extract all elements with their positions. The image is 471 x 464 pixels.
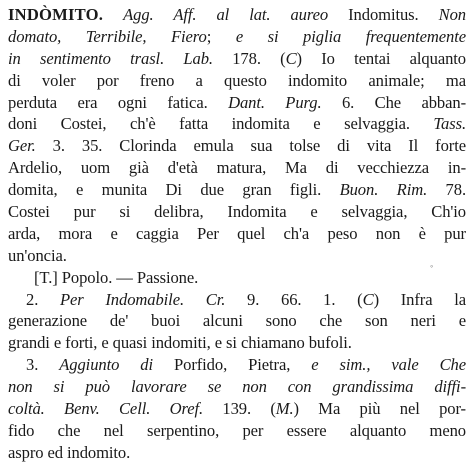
italic-segment: Buon. Rim. [339, 180, 428, 200]
sense3-line [8, 420, 466, 442]
sense2-line [8, 332, 466, 354]
italic-segment: Ger. [8, 136, 36, 156]
text-segment: doni Costei, ch'è fatta indomita e selvaggia. [8, 114, 434, 134]
text-segment: ) Io tentai alquanto [296, 48, 466, 68]
italic-segment: in sentimento trasl. Lab. [8, 48, 213, 68]
entry-body [8, 4, 467, 271]
entry-line [8, 4, 466, 26]
italic-segment: non si può lavorare se non con grandissima diffi- [8, 377, 466, 397]
text-segment: ; [206, 26, 236, 46]
text-segment: generazione de' buoi alcuni sono che son neri e [8, 311, 466, 331]
text-segment: Porfido, Pietra, [153, 355, 312, 375]
italic-segment: C [362, 289, 374, 309]
text-segment: ) Ma più nel por- [293, 399, 466, 419]
entry-line [8, 70, 466, 92]
text-segment: domita, e munita Di due gran figli. [8, 180, 340, 200]
text-segment: Ardelio, uom già d'età matura, Ma di vecchiezza in- [8, 158, 466, 178]
text-segment: 139. ( [203, 399, 276, 419]
entry-line [8, 26, 466, 48]
text-segment: di voler por freno a questo indomito animale; ma [8, 70, 466, 90]
entry-line [8, 245, 466, 271]
text-segment: 178. ( [212, 48, 286, 68]
sense3-line [8, 376, 466, 398]
entry-line [8, 223, 466, 245]
italic-segment: e sim., vale Che [311, 355, 467, 375]
italic-segment: domato, Terribile, Fiero [8, 26, 207, 46]
dictionary-entry [8, 4, 466, 464]
italic-segment: Non [438, 5, 466, 24]
entry-line [8, 48, 466, 70]
note-text: Popolo. — Passione. [57, 267, 199, 287]
text-segment: Costei pur si delibra, Indomita e selvaggia, Ch'io [8, 202, 466, 222]
italic-segment: Tass. [433, 114, 466, 134]
text-segment: 2. [26, 289, 60, 309]
tommaseo-note [8, 267, 466, 289]
text-segment: fido che nel serpentino, per essere alquanto meno [8, 420, 466, 440]
text-segment: arda, mora e caggia Per quel ch'a peso non è pur [8, 223, 466, 243]
sense3-line [8, 398, 466, 420]
italic-segment: Aggiunto di [59, 355, 153, 375]
entry-line [8, 179, 466, 201]
italic-segment: C [285, 48, 297, 68]
sense2-line [8, 289, 466, 311]
sense2-line [8, 310, 466, 332]
text-segment: grandi e forti, e quasi indomiti, e si chiamano bufoli. [8, 333, 352, 353]
text-segment: 9. 66. 1. ( [225, 289, 363, 309]
entry-line [8, 157, 466, 179]
text-segment: 3. [26, 355, 60, 375]
text-segment: Indomitus. [328, 5, 439, 24]
italic-segment: Dant. Purg. [228, 92, 322, 112]
entry-line [8, 113, 466, 135]
italic-segment: coltà. Benv. Cell. Oref. [8, 399, 204, 419]
sense-2 [8, 289, 466, 355]
sense3-line [8, 442, 466, 464]
entry-line [8, 92, 466, 114]
text-segment: ) Infra la [373, 289, 466, 309]
italic-segment: Per Indomabile. Cr. [59, 289, 226, 309]
headword: INDÒMITO. [8, 5, 104, 24]
text-segment: 78. [427, 180, 467, 200]
italic-segment: M. [275, 399, 294, 419]
entry-line [8, 135, 466, 157]
italic-segment: Agg. Aff. al lat. aureo [123, 5, 329, 24]
print-speck: ◦ [430, 261, 434, 271]
text-segment [103, 5, 123, 24]
note-tag: [T.] [34, 267, 58, 287]
text-segment: perduta era ogni fatica. [8, 92, 229, 112]
sense3-line [8, 354, 466, 376]
text-segment: aspro ed indomito. [8, 442, 131, 462]
italic-segment: e si piglia frequentemente [235, 26, 467, 46]
entry-line [8, 201, 466, 223]
sense-3 [8, 354, 466, 463]
text-segment: 6. Che abban- [321, 92, 466, 112]
text-segment: un'oncia. [8, 245, 67, 265]
text-segment: 3. 35. Clorinda emula sua tolse di vita Il forte [35, 136, 466, 156]
